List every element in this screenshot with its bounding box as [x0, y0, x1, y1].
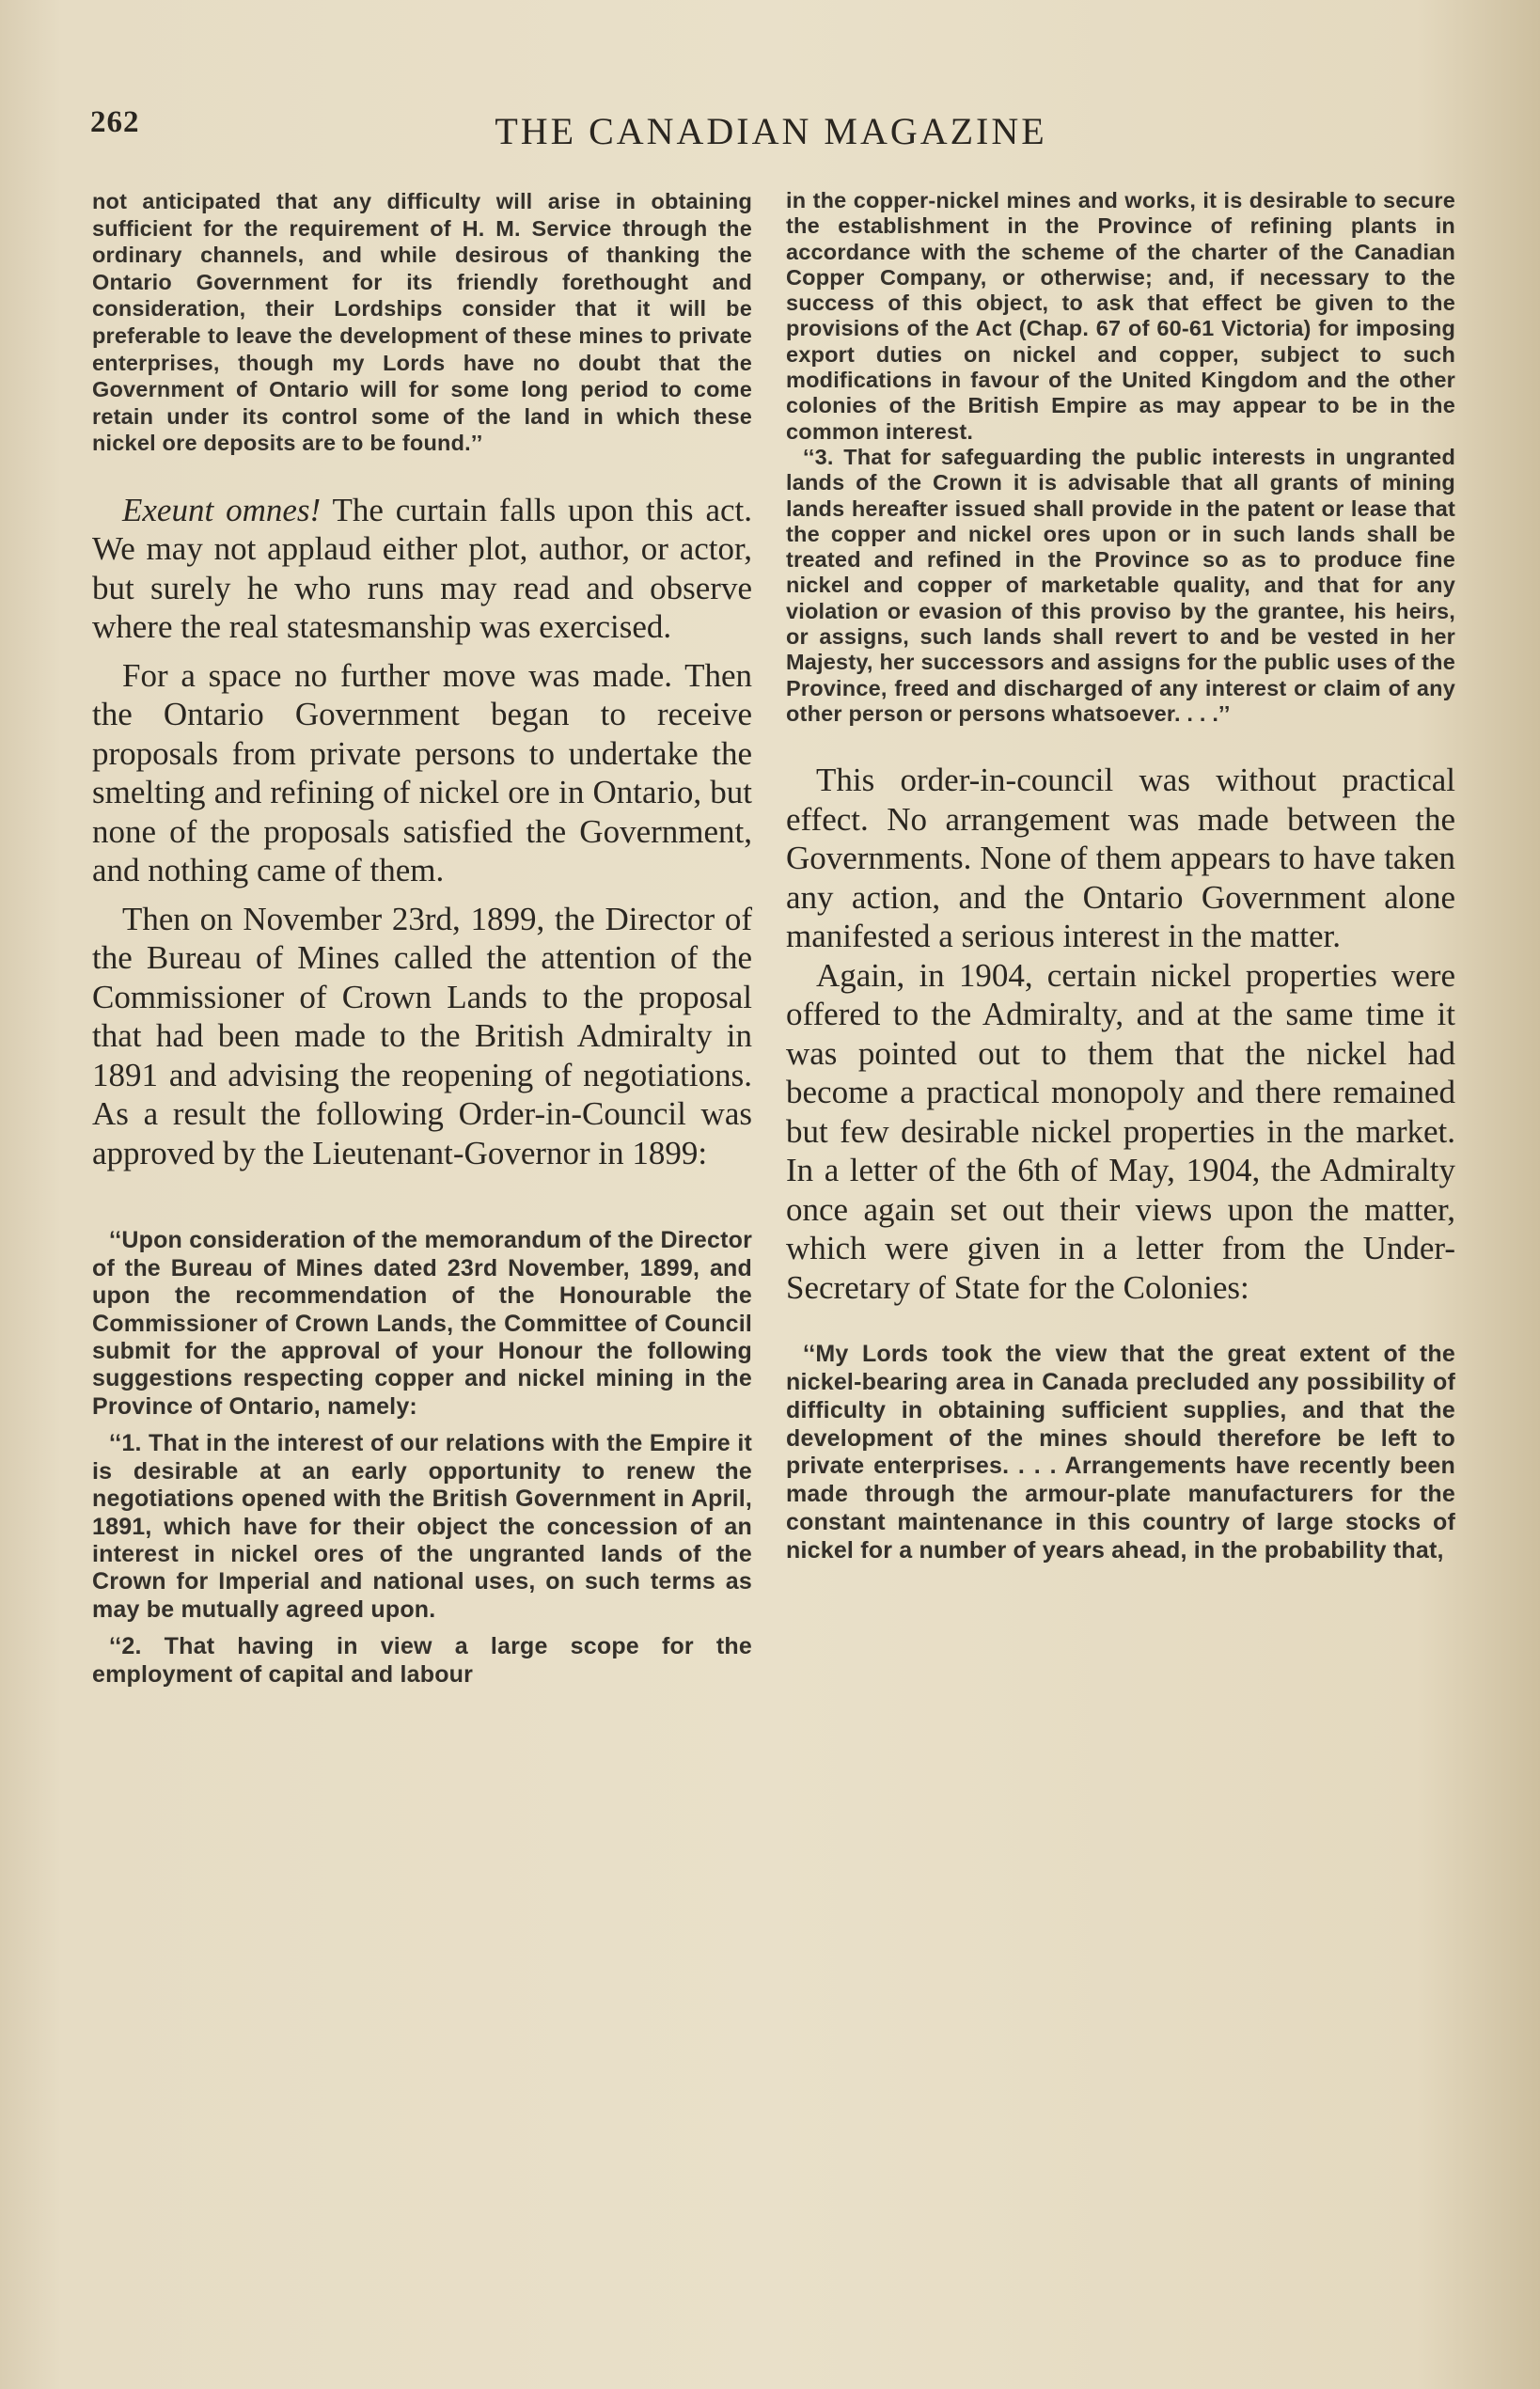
page-number: 262	[90, 105, 140, 139]
paragraph-again-1904: Again, in 1904, certain nickel properties were offered to the Admiralty, and at the same time it was pointed out to them that the nickel had become a practical monopoly and there remained but few desirable nickel properties in the market. In a letter of the 6th of May, 1904, the Admiralty once again set out their views upon the matter, which were given in a letter from the Under-Secretary of State for the Colonies:	[786, 956, 1455, 1306]
order-item-3: ‘‘3. That for safeguarding the public interests in ungranted lands of the Crown it is advisable that all grants of mining lands hereafter issued shall provide in the patent or lease that the copper and nickel ores upon or in such lands shall be treated and refined in the Province so as to produce fine nickel and copper of marketable quality, and that for any violation or evasion of this proviso by the grantee, his heirs, or assigns, such lands shall revert to and be vested in her Majesty, her successors and assigns for the public uses of the Province, freed and discharged of any interest or claim of any other person or persons whatsoever. . . .’’	[786, 444, 1455, 726]
paragraph-exeunt	[92, 491, 752, 647]
order-intro: ‘‘Upon consideration of the memorandum of the Director of the Bureau of Mines dated 23rd November, 1899, and upon the recommendation of the Honourable the Commissioner of Crown Lands, the Committee of Council submit for the approval of your Honour the following suggestions respecting copper and nickel mining in the Province of Ontario, namely:	[92, 1227, 752, 1420]
paragraph-space: For a space no further move was made. Then the Ontario Government began to receive proposals from private persons to undertake the smelting and refining of nickel ore in Ontario, but none of the proposals satisfied the Government, and nothing came of them.	[92, 656, 752, 889]
right-column	[786, 188, 1455, 1565]
colonial-letter-quote: ‘‘My Lords took the view that the great extent of the nickel-bearing area in Canada precluded any possibility of difficulty in obtaining sufficient supplies, and that the development of the mines should therefore be left to private enterprises. . . . Arrangements have recently been made through the armour-plate manufacturers for the constant maintenance in this country of large stocks of nickel for a number of years ahead, in the probability that,	[786, 1341, 1455, 1564]
admiralty-quote-end: not anticipated that any difficulty will arise in obtaining sufficient for the requirement of H. M. Service through the ordinary channels, and while desirous of thanking the Ontario Government for its friendly forethought and consideration, their Lordships consider that it will be preferable to leave the development of these mines to private enterprises, though my Lords have no doubt that the Government of Ontario will for some long period to come retain under its control some of the land in which these nickel ore deposits are to be found.’’	[92, 189, 752, 456]
left-column	[92, 188, 752, 1689]
order-item-2-start: ‘‘2. That having in view a large scope for the employment of capital and labour	[92, 1633, 752, 1688]
paragraph-order-effect: This order-in-council was without practical effect. No arrangement was made between the Governments. None of them appears to have taken any action, and the Ontario Government alone manifested a serious interest in the matter.	[786, 762, 1455, 955]
paragraph-november: Then on November 23rd, 1899, the Director of the Bureau of Mines called the attention of the Commissioner of Crown Lands to the proposal that had been made to the British Admiralty in 1891 and advising the reopening of negotiations. As a result the following Order-in-Council was approved by the Lieutenant-Governor in 1899:	[92, 900, 752, 1171]
running-head: THE CANADIAN MAGAZINE	[495, 110, 1047, 152]
paragraph-exeunt-text: The curtain falls upon this act. We may not applaud either plot, author, or actor, but surely he who runs may read and observe where the real statesmanship was exercised.	[92, 491, 753, 646]
order-item-1: ‘‘1. That in the interest of our relations with the Empire it is desirable at an early opportunity to renew the negotiations opened with the British Government in April, 1891, which have for their object the concession of an interest in nickel ores of the ungranted lands of the Crown for Imperial and national uses, on such terms as may be mutually agreed upon.	[92, 1430, 752, 1623]
order-item-2-cont: in the copper-nickel mines and works, it is desirable to secure the establishment in the Province of refining plants in accordance with the scheme of the charter of the Canadian Copper Company, or otherwise; and, if necessary to the success of this object, to ask that effect be given to the provisions of the Act (Chap. 67 of 60-61 Victoria) for imposing export duties on nickel and copper, subject to such modifications in favour of the United Kingdom and the other colonies of the British Empire as may appear to be in the common interest.	[786, 188, 1455, 444]
page-header	[85, 92, 1457, 167]
exeunt-italic: Exeunt omnes!	[122, 491, 322, 528]
